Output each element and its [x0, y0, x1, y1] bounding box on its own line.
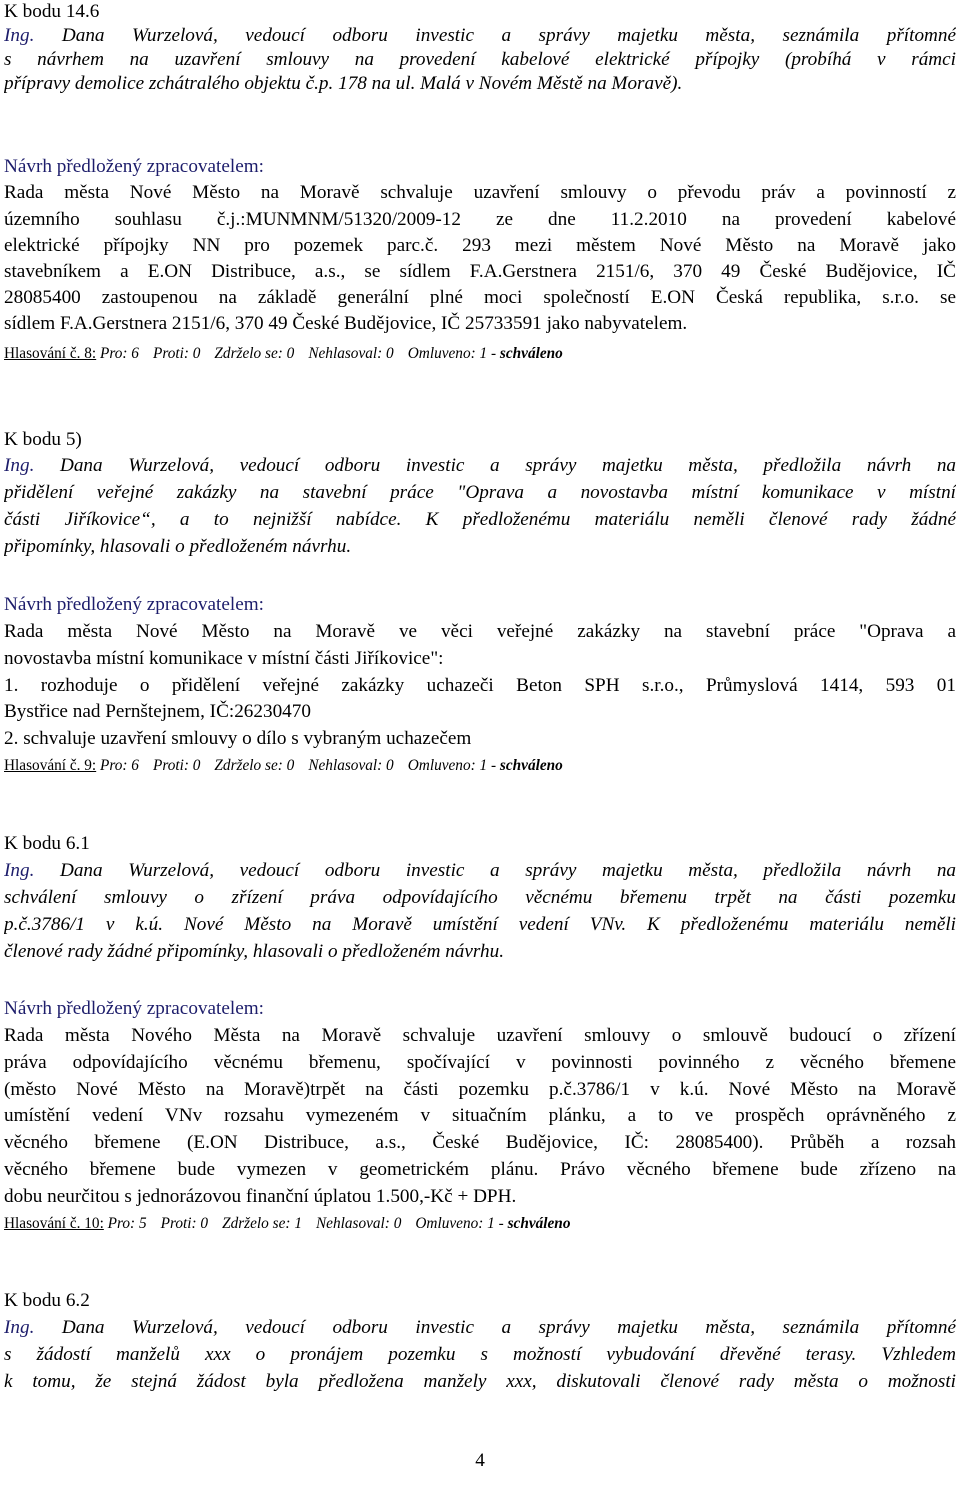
vote-dash: - [490, 757, 497, 774]
vote-line [4, 1212, 956, 1236]
resolution-line: dobu neurčitou s jednorázovou finanční úplatou 1.500,-Kč + DPH. [4, 1186, 517, 1207]
intro-text: Dana Wurzelová, vedoucí odboru investic a správy majetku města, předložila návrh na [59, 455, 956, 476]
intro-line [4, 859, 956, 883]
vote-line [4, 342, 956, 366]
resolution-line: věcného břemene (E.ON Distribuce, a.s., České Budějovice, IČ: 28085400). Průběh a rozsah [4, 1132, 956, 1153]
vote-pro: Pro: 6 [100, 345, 139, 362]
vote-omluveno: Omluveno: 1 [407, 757, 488, 774]
proposal-label: Návrh předložený zpracovatelem: [4, 998, 264, 1019]
resolution-line: Bystřice nad Pernštejnem, IČ:26230470 [4, 701, 311, 722]
vote-proti: Proti: 0 [152, 345, 201, 362]
vote-proti: Proti: 0 [160, 1215, 209, 1232]
resolution-line: 2. schvaluje uzavření smlouvy o dílo s vybraným uchazečem [4, 728, 472, 749]
resolution-line: Rada města Nové Město na Moravě ve věci veřejné zakázky na stavební práce "Oprava a [4, 621, 956, 642]
vote-zdrzelo: Zdrželo se: 0 [214, 345, 295, 362]
resolution-line: územního souhlasu č.j.:MUNMNM/51320/2009-12 ze dne 11.2.2010 na provedení kabelové [4, 209, 956, 230]
vote-omluveno: Omluveno: 1 [415, 1215, 495, 1232]
resolution-line: umístění vedení VNv rozsahu vymezeném v situačním plánku, a to ve prospěch oprávněného z [4, 1105, 956, 1126]
vote-omluveno: Omluveno: 1 [407, 345, 488, 362]
intro-line [4, 24, 956, 48]
vote-nehlasoval: Nehlasoval: 0 [308, 757, 394, 774]
resolution-line: elektrické přípojky NN pro pozemek parc.č. 293 mezi městem Nové Město na Moravě jako [4, 235, 956, 256]
section-heading: K bodu 5) [4, 429, 82, 450]
intro-line: p.č.3786/1 v k.ú. Nové Město na Moravě umístění vedení VNv. K předloženému materiálu neměli [4, 914, 956, 935]
vote-nehlasoval: Nehlasoval: 0 [308, 345, 394, 362]
intro-line: s žádostí manželů xxx o pronájem pozemku s možností vybudování dřevěné terasy. Vzhledem [4, 1344, 956, 1365]
intro-line: členové rady žádné připomínky, hlasovali o předloženém návrhu. [4, 941, 505, 962]
vote-zdrzelo: Zdrželo se: 1 [222, 1215, 302, 1232]
intro-line [4, 1316, 956, 1340]
resolution-line: 28085400 zastoupenou na základě generální plné moci společností E.ON Česká republika, s.r.o. se [4, 287, 956, 308]
intro-line: přidělení veřejné zakázky na stavební práce "Oprava a novostavba místní komunikace v místní [4, 482, 956, 503]
vote-line [4, 754, 956, 778]
intro-text: Dana Wurzelová, vedoucí odboru investic a správy majetku města, předložila návrh na [59, 860, 956, 881]
resolution-line: sídlem F.A.Gerstnera 2151/6, 370 49 České Budějovice, IČ 25733591 jako nabyvatelem. [4, 313, 688, 334]
intro-line: schválení smlouvy o zřízení práva odpovídajícího věcnému břemenu trpět na části pozemku [4, 887, 956, 908]
vote-dash: - [498, 1215, 504, 1232]
intro-title: Ing. [4, 860, 60, 881]
intro-text: Dana Wurzelová, vedoucí odboru investic a správy majetku města, seznámila přítomné [61, 25, 956, 46]
vote-proti: Proti: 0 [152, 757, 201, 774]
resolution-line: Rada města Nové Město na Moravě schvaluje uzavření smlouvy o převodu práv a povinností z [4, 182, 956, 203]
vote-pro: Pro: 5 [107, 1215, 147, 1232]
vote-label: Hlasování č. 9: [4, 757, 97, 774]
proposal-label: Návrh předložený zpracovatelem: [4, 594, 264, 615]
intro-line: přípravy demolice zchátralého objektu č.p. 178 na ul. Malá v Novém Městě na Moravě). [4, 73, 683, 94]
vote-result: schváleno [499, 345, 563, 362]
vote-label: Hlasování č. 8: [4, 345, 97, 362]
intro-title: Ing. [4, 25, 62, 46]
vote-pro: Pro: 6 [100, 757, 139, 774]
proposal-label: Návrh předložený zpracovatelem: [4, 156, 264, 177]
vote-nehlasoval: Nehlasoval: 0 [315, 1215, 402, 1232]
intro-line: k tomu, že stejná žádost byla předložena manžely xxx, diskutovali členové rady města o možnosti [4, 1371, 956, 1392]
intro-line: s návrhem na uzavření smlouvy na provedení kabelové elektrické přípojky (probíhá v rámci [4, 49, 956, 70]
resolution-line: novostavba místní komunikace v místní části Jiříkovice": [4, 648, 444, 669]
intro-line [4, 454, 956, 478]
resolution-line: Rada města Nového Města na Moravě schvaluje uzavření smlouvy o smlouvě budoucí o zřízení [4, 1025, 956, 1046]
resolution-line: (město Nové Město na Moravě)trpět na části pozemku p.č.3786/1 v k.ú. Nové Město na Moravě [4, 1079, 956, 1100]
resolution-line: práva odpovídajícího věcnému břemenu, spočívající v povinnosti povinného z věcného břemene [4, 1052, 956, 1073]
section-heading: K bodu 6.2 [4, 1290, 90, 1311]
vote-zdrzelo: Zdrželo se: 0 [214, 757, 295, 774]
vote-dash: - [490, 345, 497, 362]
section-heading: K bodu 14.6 [4, 1, 100, 22]
vote-result: schváleno [499, 757, 563, 774]
intro-line: části Jiříkovice“, a to nejnižší nabídce. K předloženému materiálu neměli členové rady žádné [4, 509, 956, 530]
section-heading: K bodu 6.1 [4, 833, 90, 854]
vote-label: Hlasování č. 10: [4, 1215, 104, 1232]
intro-title: Ing. [4, 455, 60, 476]
intro-text: Dana Wurzelová, vedoucí odboru investic a správy majetku města, seznámila přítomné [61, 1317, 956, 1338]
intro-line: připomínky, hlasovali o předloženém návrhu. [4, 536, 352, 557]
page-number: 4 [475, 1450, 485, 1471]
resolution-line: stavebníkem a E.ON Distribuce, a.s., se sídlem F.A.Gerstnera 2151/6, 370 49 České Budějovice, IČ [4, 261, 956, 282]
vote-result: schváleno [507, 1215, 571, 1232]
intro-title: Ing. [4, 1317, 62, 1338]
resolution-line: 1. rozhoduje o přidělení veřejné zakázky uchazeči Beton SPH s.r.o., Průmyslová 1414, 593 01 [4, 675, 956, 696]
resolution-line: věcného břemene bude vymezen v geometrickém plánu. Právo věcného břemene bude zřízeno na [4, 1159, 956, 1180]
